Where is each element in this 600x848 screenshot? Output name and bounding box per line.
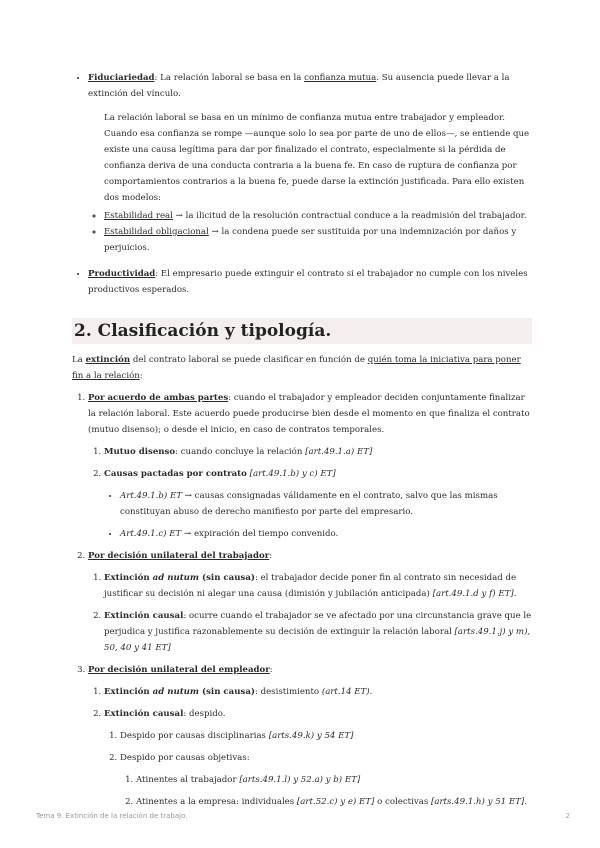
causal-text: : ocurre cuando el trabajador se ve afectado por una circunstancia grave que le perjudica y justifica razonablemente su decisión de extinguir la relación laboral — [104, 611, 532, 637]
item-empleador — [88, 662, 532, 810]
causas-pactadas-term: Causas pactadas por contrato — [104, 469, 247, 479]
legal-reference: Art.49.1.c) ET — [120, 529, 182, 539]
acuerdo-sublist — [88, 444, 532, 542]
causal-term: Extinción causal — [104, 709, 184, 719]
item-trabajador — [88, 548, 532, 656]
fiduciariedad-text-end: . Su ausencia puede llevar a la extinción del vínculo. — [88, 73, 510, 99]
productividad-text: : El empresario puede extinguir el contrato si el trabajador no cumple con los niveles productivos esperados. — [88, 269, 528, 295]
mutuo-disenso-item — [104, 444, 532, 460]
legal-reference: [arts.49.1.h) y 51 ET] — [430, 797, 525, 807]
legal-reference: [arts.49.1.j) y m), 50, 40 y 41 ET] — [104, 627, 531, 653]
lead-text: del contrato laboral se puede clasificar en función de — [130, 355, 368, 365]
despido-list — [104, 728, 532, 810]
lead-text: : — [139, 371, 143, 381]
section-lead — [72, 352, 532, 384]
ad-nutum-latin: ad nutum — [152, 573, 200, 583]
fiduciariedad-item — [88, 70, 532, 256]
modelo-text: → la ilicitud de la resolución contractual conduce a la readmisión del trabajador. — [172, 211, 527, 221]
productividad-item — [88, 266, 532, 298]
trabajador-title: Por decisión unilateral del trabajador — [88, 551, 270, 561]
ad-nutum-term: Extinción — [104, 687, 153, 697]
legal-reference: [art.49.1.b) y c) ET] — [246, 469, 336, 479]
mutuo-disenso-text: : cuando concluye la relación — [175, 447, 306, 457]
period: . — [369, 687, 373, 697]
section-heading: 2. Clasificación y tipología. — [72, 318, 532, 344]
causa-text: → causas consignadas válidamente en el contrato, salvo que las mismas constituyan abuso de derecho manifiesto por parte del empresario. — [120, 491, 498, 517]
objetiva-text: o colectivas — [374, 797, 431, 807]
modelos-list — [88, 208, 532, 256]
colon: : — [269, 665, 273, 675]
causal-text: : despido. — [183, 709, 226, 719]
causa-bullet — [120, 488, 532, 520]
confianza-mutua-link[interactable]: confianza mutua — [304, 73, 377, 83]
productividad-term: Productividad — [88, 269, 156, 279]
causal-item — [104, 608, 532, 656]
fiduciariedad-text: : La relación laboral se basa en la — [154, 73, 305, 83]
acuerdo-title: Por acuerdo de ambas partes — [88, 393, 229, 403]
causas-bullets — [104, 488, 532, 542]
objetivas-list — [120, 772, 532, 810]
trabajador-sublist — [88, 570, 532, 656]
objetiva-item — [136, 772, 532, 788]
intro-list — [72, 70, 532, 298]
objetiva-text: Atinentes a la empresa: individuales — [136, 797, 297, 807]
lead-text: La — [72, 355, 86, 365]
legal-reference: [art.49.1.a) ET] — [305, 447, 373, 457]
estabilidad-real-term: Estabilidad real — [104, 211, 173, 221]
legal-reference: (art.14 ET) — [321, 687, 370, 697]
legal-reference: [arts.49.1.l) y 52.a) y b) ET] — [239, 775, 361, 785]
ad-nutum-latin: ad nutum — [152, 687, 200, 697]
period: . — [524, 797, 527, 807]
fiduciariedad-paragraph: La relación laboral se basa en un mínimo de confianza mutua entre trabajador y empleador. Cuando esa confianza se rompe —aunque solo lo sea por parte de uno de ellos—, se entiende que existe una causa legítima para dar por finalizado el contrato, especialmente si la pérdida de confianza deriva de una conducta contraria a la buena fe. En caso de ruptura de confianza por comportamientos contrarios a la buena fe, puede darse la extinción justificada. Para ello existen dos modelos: — [104, 113, 530, 203]
causal-term: Extinción causal — [104, 611, 184, 621]
ad-nutum-term: Extinción — [104, 573, 153, 583]
modelo-text: → la condena puede ser sustituida por una indemnización por daños y perjuicios. — [104, 227, 517, 253]
empleador-title: Por decisión unilateral del empleador — [88, 665, 270, 675]
causa-bullet — [120, 526, 532, 542]
iniciativa-link[interactable]: quién toma la iniciativa para poner fin a la relación — [72, 355, 521, 381]
causa-text: → expiración del tiempo convenido. — [181, 529, 339, 539]
modelo-item — [104, 208, 532, 224]
objetiva-text: Atinentes al trabajador — [136, 775, 240, 785]
ad-nutum-item — [104, 684, 532, 700]
item-acuerdo — [88, 390, 532, 542]
despido-text: Despido por causas objetivas: — [120, 753, 250, 763]
causas-pactadas-item — [104, 466, 532, 542]
footer-title: Tema 9. Extinción de la relación de trabajo. — [36, 812, 188, 820]
ad-nutum-text: : desistimiento — [254, 687, 322, 697]
ad-nutum-text: : el trabajador decide poner fin al contrato sin necesidad de justificar su decisión ni alegar una causa (dimisión y jubilación anticipada) — [104, 573, 517, 599]
ad-nutum-item — [104, 570, 532, 602]
classification-list — [72, 390, 532, 810]
period: . — [513, 589, 517, 599]
fiduciariedad-term: Fiduciariedad — [88, 73, 155, 83]
despido-text: Despido por causas disciplinarias — [120, 731, 269, 741]
acuerdo-text: : cuando el trabajador y empleador deciden conjuntamente finalizar la relación laboral. Este acuerdo puede producirse bien desde el momento en que finaliza el contrato (mutuo disenso); o desde el inicio, en caso de contratos temporales. — [88, 393, 530, 435]
sin-causa: (sin causa) — [199, 687, 255, 697]
legal-reference: Art.49.1.b) ET — [120, 491, 182, 501]
estabilidad-obligacional-term: Estabilidad obligacional — [104, 227, 209, 237]
page-footer — [36, 808, 570, 824]
page-number: 2 — [565, 812, 570, 820]
empleador-sublist — [88, 684, 532, 810]
legal-reference: [art.52.c) y e) ET] — [296, 797, 375, 807]
despido-item — [120, 750, 532, 810]
colon: : — [269, 551, 273, 561]
legal-reference: [arts.49.k) y 54 ET] — [268, 731, 354, 741]
document-body — [72, 70, 532, 810]
mutuo-disenso-term: Mutuo disenso — [104, 447, 176, 457]
sin-causa: (sin causa) — [199, 573, 255, 583]
legal-reference: [art.49.1.d y f) ET] — [432, 589, 514, 599]
causal-item — [104, 706, 532, 810]
modelo-item — [104, 224, 532, 256]
despido-item — [120, 728, 532, 744]
extincion-term: extinción — [85, 355, 131, 365]
